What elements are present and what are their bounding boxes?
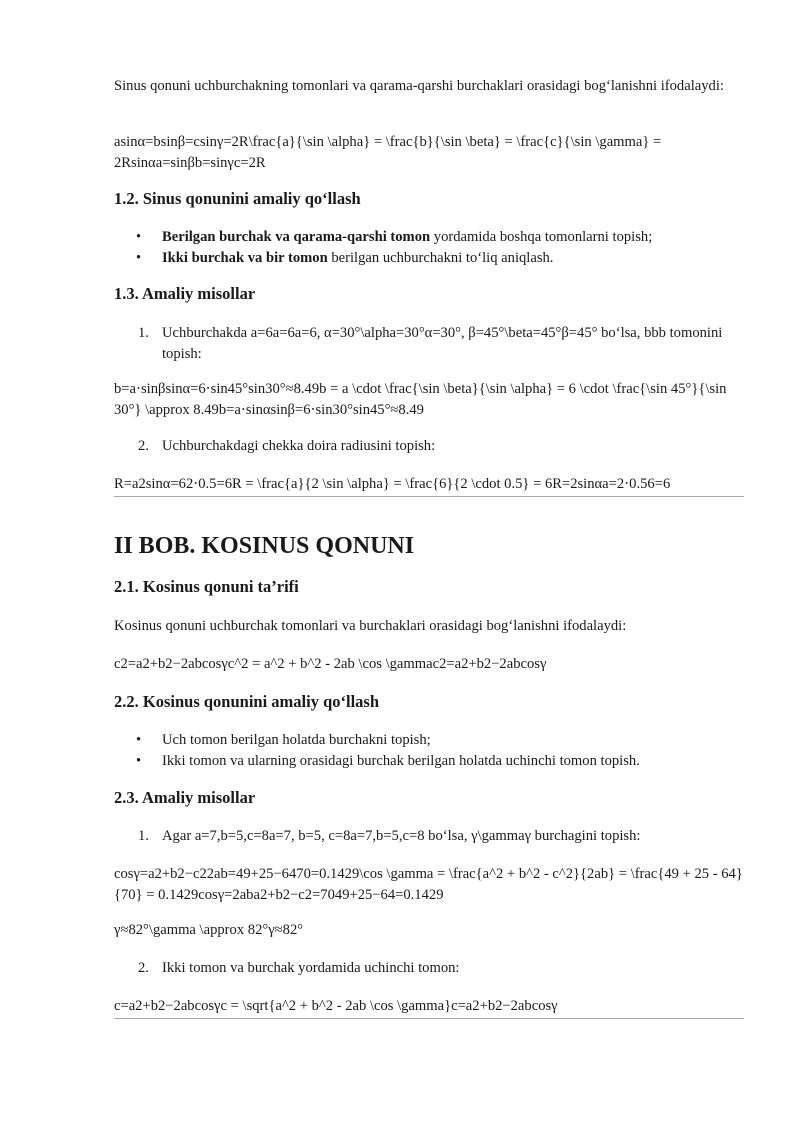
example-item xyxy=(114,958,744,979)
applications-list-2 xyxy=(114,730,744,772)
example-3-formula: cosγ=a2+b2−c22ab=49+25−6470=0.1429\cos \gamma = \frac{a^2 + b^2 - c^2}{2ab} = \frac{49 + 25 - 64}{70} = 0.1429cosγ=2aba2+b2−c2=7049+25−64=0.1429 xyxy=(114,866,743,903)
example-text: Uchburchakda a=6a=6a=6, α=30°\alpha=30°α=30°, β=45°\beta=45°β=45° bo‘lsa, bbb tomonini topish: xyxy=(162,325,723,362)
list-item xyxy=(114,248,744,269)
sine-law-formula: asinα=bsinβ=csinγ=2R\frac{a}{\sin \alpha} = \frac{b}{\sin \beta} = \frac{c}{\sin \gamma} = 2Rsinαa=sinβb=sinγc=2R xyxy=(114,134,662,171)
list-item xyxy=(114,227,744,248)
cosine-law-formula: c2=a2+b2−2abcosγc^2 = a^2 + b^2 - 2ab \cos \gammac2=a2+b2−2abcosγ xyxy=(114,656,547,672)
example-number: 2. xyxy=(138,960,149,976)
list-item-text: yordamida boshqa tomonlarni topish; xyxy=(430,229,653,245)
example-list-3 xyxy=(114,826,744,847)
list-item-text: Ikki tomon va ularning orasidagi burchak berilgan holatda uchinchi tomon topish. xyxy=(162,753,640,769)
example-3-result: γ≈82°\gamma \approx 82°γ≈82° xyxy=(114,922,304,938)
example-item xyxy=(114,436,744,457)
list-item xyxy=(114,730,744,751)
example-number: 1. xyxy=(138,828,149,844)
example-4-formula: c=a2+b2−2abcosγc = \sqrt{a^2 + b^2 - 2ab \cos \gamma}c=a2+b2−2abcosγ xyxy=(114,996,744,1019)
example-2-formula: R=a2sinα=62⋅0.5=6R = \frac{a}{2 \sin \alpha} = \frac{6}{2 \cdot 0.5} = 6R=2sinαa=2⋅0.56=6 xyxy=(114,474,744,497)
list-item xyxy=(114,751,744,772)
list-item-bold: Berilgan burchak va qarama-qarshi tomon xyxy=(162,229,431,245)
applications-list-1 xyxy=(114,227,744,269)
section-1-3-heading: 1.3. Amaliy misollar xyxy=(114,284,256,303)
chapter-2-heading: II BOB. KOSINUS QONUNI xyxy=(114,533,415,559)
section-2-3-heading: 2.3. Amaliy misollar xyxy=(114,788,256,807)
list-item-bold: Ikki burchak va bir tomon xyxy=(162,250,328,266)
intro-paragraph: Sinus qonuni uchburchakning tomonlari va qarama-qarshi burchaklari orasidagi bog‘lanishni ifodalaydi: xyxy=(114,78,724,94)
section-1-2-heading: 1.2. Sinus qonunini amaliy qo‘llash xyxy=(114,189,361,208)
example-text: Uchburchakdagi chekka doira radiusini topish: xyxy=(162,438,436,454)
example-item xyxy=(114,323,744,365)
bullet-icon: • xyxy=(136,753,142,769)
list-item-text: Uch tomon berilgan holatda burchakni topish; xyxy=(162,732,431,748)
example-list-1 xyxy=(114,323,744,365)
bullet-icon: • xyxy=(136,229,142,245)
example-item xyxy=(114,826,744,847)
example-text: Ikki tomon va burchak yordamida uchinchi tomon: xyxy=(162,960,460,976)
example-list-4 xyxy=(114,958,744,979)
example-number: 1. xyxy=(138,325,149,341)
list-item-text: berilgan uchburchakni to‘liq aniqlash. xyxy=(327,250,554,266)
cosine-definition-paragraph: Kosinus qonuni uchburchak tomonlari va burchaklari orasidagi bog‘lanishni ifodalaydi: xyxy=(114,618,627,634)
section-2-2-heading: 2.2. Kosinus qonunini amaliy qo‘llash xyxy=(114,692,380,711)
example-list-2 xyxy=(114,436,744,457)
bullet-icon: • xyxy=(136,250,142,266)
section-2-1-heading: 2.1. Kosinus qonuni ta’rifi xyxy=(114,577,299,596)
example-text: Agar a=7,b=5,c=8a=7, b=5, c=8a=7,b=5,c=8 bo‘lsa, γ\gammaγ burchagini topish: xyxy=(162,828,641,844)
bullet-icon: • xyxy=(136,732,142,748)
example-number: 2. xyxy=(138,438,149,454)
example-1-formula: b=a⋅sinβsinα=6⋅sin45°sin30°≈8.49b = a \cdot \frac{\sin \beta}{\sin \alpha} = 6 \cdot \frac{\sin 45°}{\sin 30°} \approx 8.49b=a⋅sinαsinβ=6⋅sin30°sin45°≈8.49 xyxy=(114,381,727,418)
